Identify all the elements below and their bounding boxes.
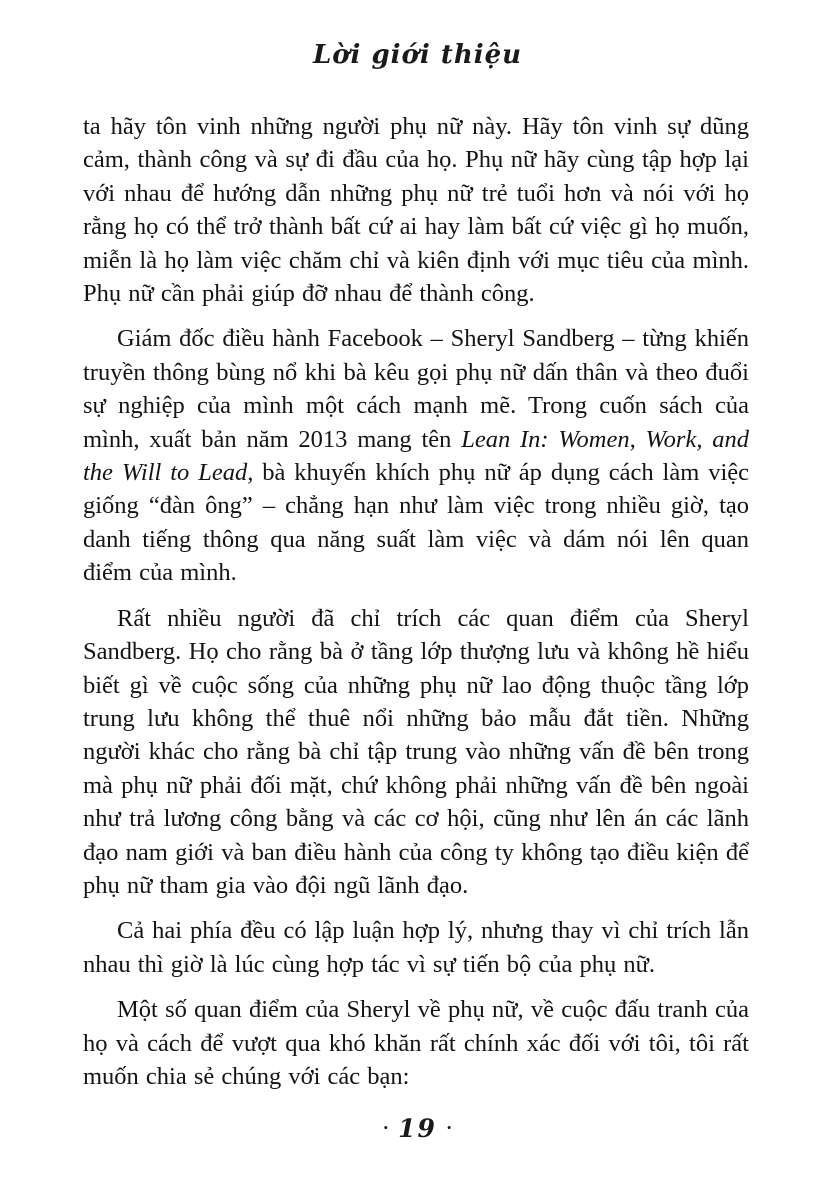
text-segment: Giám đốc điều hành Facebook – Sheryl Sandberg – từng khiến truyền thông bùng nổ khi bà kêu gọi phụ nữ dấn thân và theo đuổi sự nghiệp của mình một cách mạnh mẽ. Trong cuốn sách của mình, xuất bản năm 2013 mang tên xyxy=(83,325,749,453)
footer-bullet-right: • xyxy=(446,1120,452,1135)
text-segment: bà khuyến khích phụ nữ áp dụng cách làm việc giống “đàn ông” – chẳng hạn như làm việc trong nhiều giờ, tạo danh tiếng thông qua năng suất làm việc và dám nói lên quan điểm của mình. xyxy=(83,459,750,587)
page-footer xyxy=(0,1114,835,1143)
text-segment: Cả hai phía đều có lập luận hợp lý, nhưng thay vì chỉ trích lẫn nhau thì giờ là lúc cùng hợp tác vì sự tiến bộ của phụ nữ. xyxy=(83,917,749,978)
page-body xyxy=(83,110,749,1105)
footer-bullet-left: • xyxy=(383,1120,389,1135)
paragraph xyxy=(83,914,749,981)
paragraph xyxy=(83,602,749,903)
text-segment: Một số quan điểm của Sheryl về phụ nữ, về cuộc đấu tranh của họ và cách để vượt qua khó khăn rất chính xác đối với tôi, tôi rất muốn chia sẻ chúng với các bạn: xyxy=(83,996,749,1090)
paragraph xyxy=(83,322,749,589)
text-segment: Rất nhiều người đã chỉ trích các quan điểm của Sheryl Sandberg. Họ cho rằng bà ở tầng lớp thượng lưu và không hề hiểu biết gì về cuộc sống của những phụ nữ lao động thuộc tầng lớp trung lưu không thể thuê nổi những bảo mẫu đắt tiền. Những người khác cho rằng bà chỉ tập trung vào những vấn đề bên trong mà phụ nữ phải đối mặt, chứ không phải những vấn đề bên ngoài như trả lương công bằng và các cơ hội, cũng như lên án các lãnh đạo nam giới và ban điều hành của công ty không tạo điều kiện để phụ nữ tham gia vào đội ngũ lãnh đạo. xyxy=(83,604,749,899)
paragraph xyxy=(83,110,749,310)
running-head-title: Lời giới thiệu xyxy=(312,40,523,70)
book-title-italic: Lean In: Women, Work, and the Will to Lead, xyxy=(83,425,749,487)
paragraph xyxy=(83,993,749,1093)
page-number: 19 xyxy=(398,1114,437,1143)
text-segment: ta hãy tôn vinh những người phụ nữ này. Hãy tôn vinh sự dũng cảm, thành công và sự đi đầu của họ. Phụ nữ hãy cùng tập hợp lại với nhau để hướng dẫn những phụ nữ trẻ tuổi hơn và nói với họ rằng họ có thể trở thành bất cứ ai hay làm bất cứ việc gì họ muốn, miễn là họ làm việc chăm chỉ và kiên định với mục tiêu của mình. Phụ nữ cần phải giúp đỡ nhau để thành công. xyxy=(83,113,749,308)
